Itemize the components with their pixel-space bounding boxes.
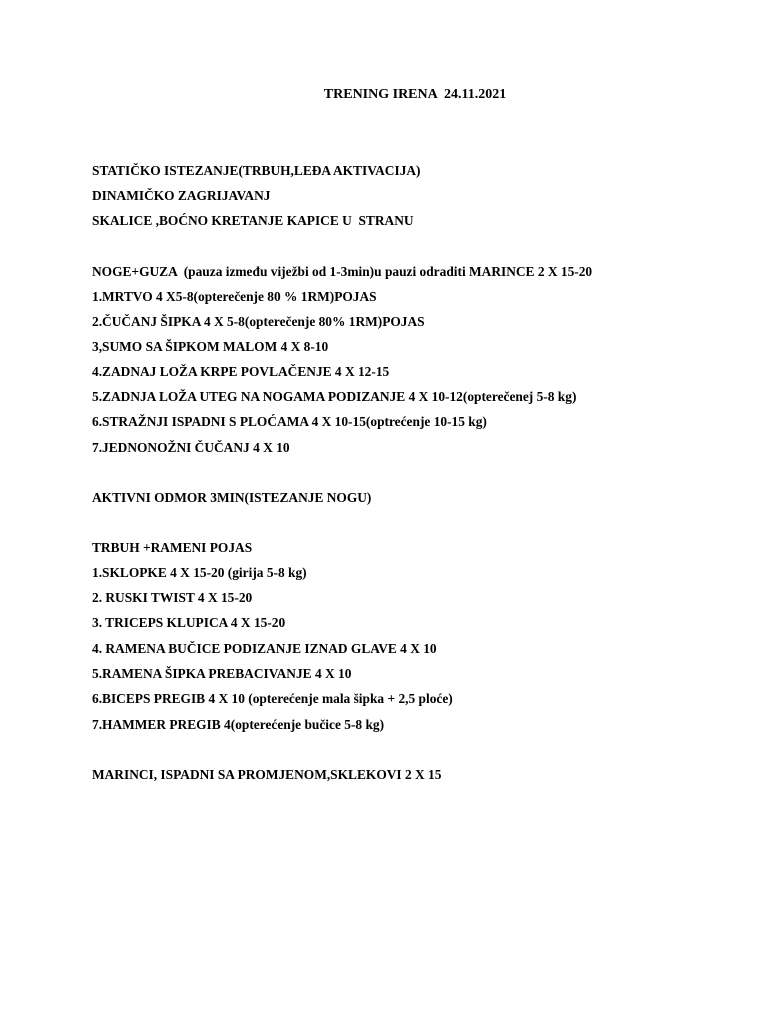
core-item-7: 7.HAMMER PREGIB 4(opterećenje bučice 5-8 kg)	[92, 717, 385, 732]
warmup-line-1: STATIČKO ISTEZANJE(TRBUH,LEĐA AKTIVACIJA)	[92, 163, 421, 178]
legs-item-5: 5.ZADNJA LOŽA UTEG NA NOGAMA PODIZANJE 4 X 10-12(opterečenej 5-8 kg)	[92, 389, 577, 404]
core-item-4: 4. RAMENA BUČICE PODIZANJE IZNAD GLAVE 4 X 10	[92, 641, 437, 656]
document-title: TRENING IRENA 24.11.2021	[323, 87, 507, 102]
core-item-1: 1.SKLOPKE 4 X 15-20 (girija 5-8 kg)	[92, 565, 307, 580]
core-item-3: 3. TRICEPS KLUPICA 4 X 15-20	[92, 615, 286, 630]
warmup-line-3: SKALICE ,BOĆNO KRETANJE KAPICE U STRANU	[92, 213, 414, 228]
legs-item-7: 7.JEDNONOŽNI ČUČANJ 4 X 10	[92, 440, 290, 455]
core-item-5: 5.RAMENA ŠIPKA PREBACIVANJE 4 X 10	[92, 666, 352, 681]
rest-line: AKTIVNI ODMOR 3MIN(ISTEZANJE NOGU)	[92, 490, 372, 505]
legs-item-4: 4.ZADNAJ LOŽA KRPE POVLAČENJE 4 X 12-15	[92, 364, 390, 379]
legs-item-1: 1.MRTVO 4 X5-8(opterečenje 80 % 1RM)POJAS	[92, 289, 377, 304]
core-heading: TRBUH +RAMENI POJAS	[92, 540, 253, 555]
legs-item-6: 6.STRAŽNJI ISPADNI S PLOĆAMA 4 X 10-15(optrećenje 10-15 kg)	[92, 414, 487, 429]
finisher-line: MARINCI, ISPADNI SA PROMJENOM,SKLEKOVI 2 X 15	[92, 767, 442, 782]
legs-heading: NOGE+GUZA (pauza između viježbi od 1-3min)u pauzi odraditi MARINCE 2 X 15-20	[92, 264, 593, 279]
core-item-6: 6.BICEPS PREGIB 4 X 10 (opterećenje mala šipka + 2,5 ploće)	[92, 691, 453, 706]
warmup-line-2: DINAMIČKO ZAGRIJAVANJ	[92, 188, 271, 203]
core-item-2: 2. RUSKI TWIST 4 X 15-20	[92, 590, 253, 605]
legs-item-2: 2.ČUČANJ ŠIPKA 4 X 5-8(opterečenje 80% 1RM)POJAS	[92, 314, 425, 329]
legs-item-3: 3,SUMO SA ŠIPKOM MALOM 4 X 8-10	[92, 339, 329, 354]
